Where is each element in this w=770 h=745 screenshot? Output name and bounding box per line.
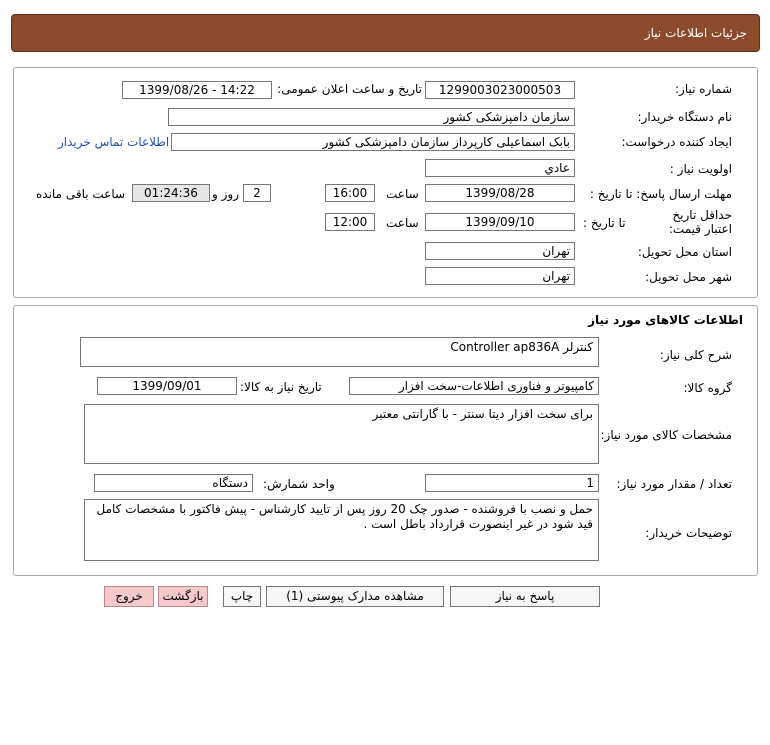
need-info-panel xyxy=(13,67,758,298)
province-field: تهران xyxy=(425,242,575,260)
validity-time-field: 12:00 xyxy=(325,213,375,231)
days-label: روز و xyxy=(212,187,239,201)
specs-label: مشخصات کالای مورد نیاز: xyxy=(600,428,732,442)
back-button[interactable]: بازگشت xyxy=(158,586,208,607)
specs-field: برای سخت افزار دیتا سنتر - با گارانتی معتبر xyxy=(84,404,599,464)
group-field: کامپیوتر و فناوری اطلاعات-سخت افزار xyxy=(349,377,599,395)
page-header xyxy=(11,14,760,52)
deadline-time-field: 16:00 xyxy=(325,184,375,202)
province-label: استان محل تحویل: xyxy=(637,245,732,259)
buyer-org-field: سازمان دامپزشکی کشور xyxy=(168,108,575,126)
need-date-label: تاریخ نیاز به کالا: xyxy=(240,380,322,394)
validity-label: حداقل تاریخ اعتبار قیمت: xyxy=(668,208,732,236)
buyer-org-label: نام دستگاه خریدار: xyxy=(637,110,732,124)
page-title: جزئیات اطلاعات نیاز xyxy=(644,26,747,40)
print-button[interactable]: چاپ xyxy=(223,586,261,607)
announce-datetime-label: تاریخ و ساعت اعلان عمومی: xyxy=(277,82,422,96)
deadline-time-label: ساعت xyxy=(386,187,419,201)
city-label: شهر محل تحویل: xyxy=(645,270,732,284)
requester-field: بابک اسماعیلی کارپرداز سازمان دامپزشکی کشور xyxy=(171,133,575,151)
group-label: گروه کالا: xyxy=(683,381,732,395)
validity-date-field: 1399/09/10 xyxy=(425,213,575,231)
validity-time-label: ساعت xyxy=(386,216,419,230)
qty-field: 1 xyxy=(425,474,599,492)
goods-section-title: اطلاعات کالاهای مورد نیاز xyxy=(588,313,743,327)
exit-button[interactable]: خروج xyxy=(104,586,154,607)
requester-label: ایجاد کننده درخواست: xyxy=(621,135,732,149)
priority-field: عادي xyxy=(425,159,575,177)
announce-datetime-field: 1399/08/26 - 14:22 xyxy=(122,81,272,99)
validity-to-label: تا تاریخ : xyxy=(583,216,626,230)
notes-label: توضیحات خریدار: xyxy=(645,526,732,540)
deadline-label: مهلت ارسال پاسخ: تا تاریخ : xyxy=(589,187,732,201)
description-field: کنترلر Controller ap836A xyxy=(80,337,599,367)
days-remaining-field: 2 xyxy=(243,184,271,202)
remaining-time-field: 01:24:36 xyxy=(132,184,210,202)
attachments-button[interactable]: مشاهده مدارک پیوستی (1) xyxy=(266,586,444,607)
need-number-label: شماره نیاز: xyxy=(675,82,732,96)
contact-info-link[interactable]: اطلاعات تماس خریدار xyxy=(58,135,170,149)
deadline-date-field: 1399/08/28 xyxy=(425,184,575,202)
remaining-label: ساعت باقی مانده xyxy=(36,187,126,201)
city-field: تهران xyxy=(425,267,575,285)
need-date-field: 1399/09/01 xyxy=(97,377,237,395)
need-number-field: 1299003023000503 xyxy=(425,81,575,99)
priority-label: اولویت نیاز : xyxy=(669,162,732,176)
notes-field: حمل و نصب با فروشنده - صدور چک 20 روز پس از تایید کارشناس - پیش فاکتور با مشخصات کامل قید شود در غیر اینصورت قرارداد باطل است . xyxy=(84,499,599,561)
description-label: شرح کلی نیاز: xyxy=(659,348,732,362)
unit-label: واحد شمارش: xyxy=(263,477,335,491)
qty-label: تعداد / مقدار مورد نیاز: xyxy=(616,477,732,491)
unit-field: دستگاه xyxy=(94,474,253,492)
reply-button[interactable]: پاسخ به نیاز xyxy=(450,586,600,607)
